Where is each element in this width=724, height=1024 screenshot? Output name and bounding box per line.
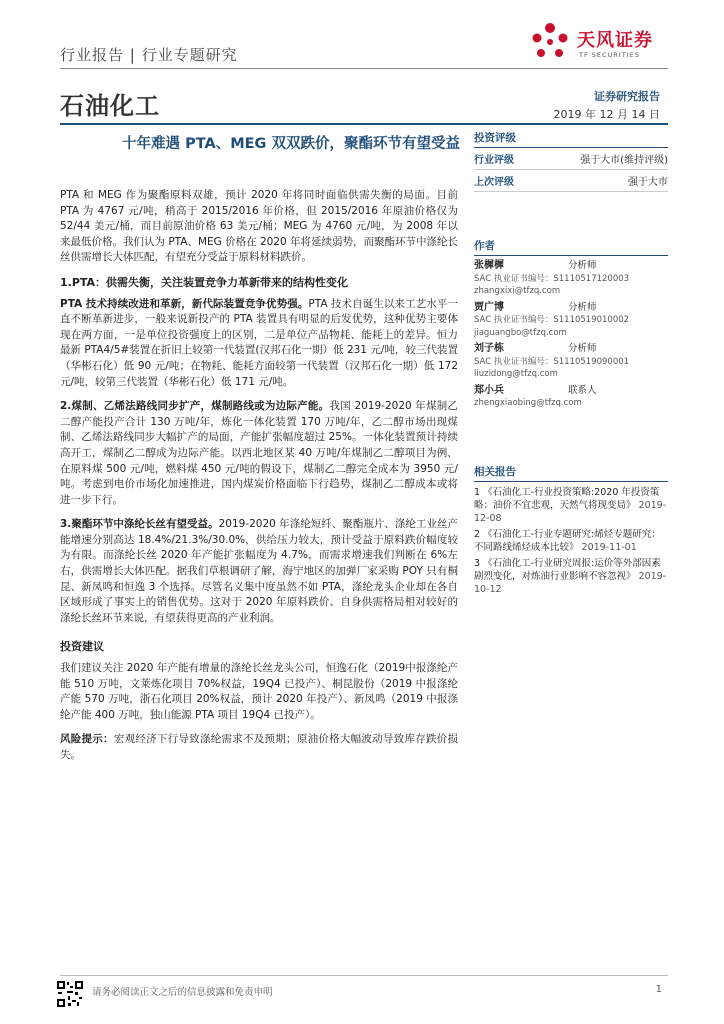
- header-divider: [60, 68, 668, 69]
- sidebar: [474, 124, 668, 599]
- footer-disclaimer: 请务必阅读正文之后的信息披露和免责申明: [92, 987, 273, 998]
- author-sac: SAC 执业证书编号：S1110517120003: [474, 273, 630, 284]
- rating-key: 行业评级: [474, 155, 514, 166]
- investment-paragraph: 我们建议关注 2020 年产能有增量的涤纶长丝龙头公司，恒逸石化（2019中报涤纶产能 510 万吨，文莱炼化项目 70%权益，19Q4 已投产）、桐昆股份（2019 中报涤纶产能 570 万吨，浙石化项目 20%权益，预计 2020 年投产）、新凤鸣（2019 中报涤纶产能 400 万吨，独山能源 PTA 项目 19Q4 已投产）。: [60, 662, 458, 721]
- rating-key: 上次评级: [474, 177, 514, 188]
- rating-row: [474, 148, 668, 170]
- logo-mark-icon: [527, 20, 573, 66]
- related-report[interactable]: [474, 486, 668, 525]
- related-report[interactable]: [474, 528, 668, 554]
- risk-body: 宏观经济下行导致涤纶需求不及预期；原油价格大幅波动导致库存跌价损失。: [60, 733, 459, 761]
- risk-paragraph: [60, 732, 458, 763]
- author-name: 郑小兵: [474, 384, 504, 396]
- author-name: 刘子栋: [474, 343, 504, 354]
- related-title: 相关报告: [474, 462, 668, 482]
- author-entry: [474, 302, 668, 340]
- related-report-date: 2019-10-12: [474, 570, 667, 595]
- polyester-paragraph: [60, 517, 458, 626]
- main-content: [60, 188, 458, 773]
- related-list: [474, 486, 668, 596]
- related-report-text: 2 《石油化工-行业专题研究:烯烃专题研究：不同路线烯烃成本比较》: [474, 528, 661, 553]
- related-report-date: 2019-12-08: [474, 499, 667, 524]
- rating-row: [474, 170, 668, 192]
- author-name: 贾广博: [474, 301, 504, 313]
- author-role: 分析师: [568, 260, 597, 271]
- report-date: 2019 年 12 月 14 日: [553, 108, 660, 121]
- section-heading-pta: 1.PTA：供需失衡，关注装置竞争力革新带来的结构性变化: [60, 275, 349, 289]
- authors-title: 作者: [474, 236, 668, 256]
- qr-code-icon: [56, 980, 84, 1008]
- logo-text: 天风证券: [577, 30, 653, 51]
- headline: 十年难遇 PTA、MEG 双双跌价，聚酯环节有望受益: [122, 136, 460, 152]
- section-heading-investment: 投资建议: [60, 640, 104, 654]
- meg-paragraph: [60, 399, 458, 508]
- author-role: 分析师: [568, 301, 597, 313]
- report-type: 证券研究报告: [594, 90, 660, 103]
- summary-paragraph: PTA 和 MEG 作为聚酯原料双雄，预计 2020 年将同时面临供需失衡的局面。目前 PTA 为 4767 元/吨，稍高于 2015/2016 年价格，但 2015/2016 年原油价格仅为 52/44 美元/桶，而目前原油价格 63 美元/桶；MEG 为 4760 元/吨，为 2008 年以来最低价格。我们认为 PTA、MEG 价格在 2020 年将延续弱势，而聚酯环节中涤纶长丝供需增长大体匹配，有望充分受益于原料材料跌价。: [60, 189, 459, 264]
- author-role: 联系人: [568, 384, 597, 396]
- related-report-date: 2019-11-01: [581, 541, 637, 553]
- pta-body: PTA 技术自诞生以来工艺水平一直不断革新进步，一般来说新投产的 PTA 装置具有明显的后发优势，这种优势主要体现在两方面，一是单位投资强度上的区别，二是单位产品物耗、能耗上的差异。恒力最新 PTA4/5#装置在折旧上较第一代装置(汉邦石化一期）低 231 元/吨，较三代装置（华彬石化）低 90 元/吨；在物耗、能耗方面较第一代装置（汉邦石化一期）低 172 元/吨，较第三代装置（华彬石化）低 171 元/吨。: [60, 297, 458, 388]
- polyester-body: 2019-2020 年涤纶短纤、聚酯瓶片、涤纶工业丝产能增速分别高达 18.4%/21.3%/30.0%，供给压力较大，预计受益于原料跌价幅度较为有限。而涤纶长丝 2020 年产能扩张幅度为 4.7%，而需求增速我们判断在 6%左右，供需增长大体匹配。据我们草根调研了解，海宁地区的加弹厂家采购 POY 只有桐昆、新凤鸣和恒逸 3 个选择。尽管名义集中度虽然不如 PTA，涤纶龙头企业却在各自区域形成了事实上的销售优势。这对于 2020 年原料跌价、自身供需格局相对较好的涤纶长丝环节来说，有望获得更高的产业利润。: [60, 518, 458, 624]
- related-report-text: 1 《石油化工-行业投资策略:2020 年投资策略：油价不宜悲观，天然气将现变局》: [474, 486, 660, 511]
- footer-divider: [60, 975, 668, 976]
- pta-paragraph: [60, 297, 458, 391]
- author-email[interactable]: zhangxixi@tfzq.com: [474, 286, 561, 296]
- author-email[interactable]: zhengxiaobing@tfzq.com: [474, 398, 582, 408]
- company-logo: [527, 20, 667, 70]
- author-entry: [474, 260, 668, 298]
- author-name: 张樨樨: [474, 260, 504, 271]
- related-report-text: 3 《石油化工-行业研究周报:运价等外部因素剧烈变化，对炼油行业影响不容忽视》: [474, 557, 661, 582]
- author-sac: SAC 执业证书编号：S1110519090001: [474, 356, 630, 367]
- rating-title: 投资评级: [474, 128, 668, 148]
- rating-value: 强于大市: [628, 177, 668, 188]
- related-report[interactable]: [474, 557, 668, 596]
- author-sac: SAC 执业证书编号：S1110519010002: [474, 315, 630, 325]
- author-email[interactable]: jiaguangbo@tfzq.com: [474, 327, 567, 338]
- pta-lead: PTA 技术持续改进和革新，新代际装置竞争优势强。: [60, 297, 309, 310]
- author-entry: [474, 385, 668, 410]
- meg-body: 我国 2019-2020 年煤制乙二醇产能投产合计 130 万吨/年，炼化一体化装置 170 万吨/年，乙二醇市场出现煤制、乙烯法路线同步大幅扩产的局面，产能扩张幅度超过 25%。一体化装置预计持续高开工，煤制乙二醇成为边际产能。以西北地区某 40 万吨/年煤制乙二醇项目为例，在原料煤 500 元/吨，燃料煤 450 元/吨的假设下，煤制乙二醇完全成本为 3950 元/吨。考虑到电价市场化加速推进，国内煤炭价格面临下行趋势，煤制乙二醇成本或将进一步下行。: [60, 400, 458, 506]
- rating-value: 强于大市(维持评级): [580, 155, 668, 166]
- page-number: 1: [655, 984, 662, 995]
- author-role: 分析师: [568, 343, 597, 354]
- risk-lead: 风险提示：: [60, 733, 114, 746]
- polyester-lead: 3.聚酯环节中涤纶长丝有望受益。: [60, 518, 219, 531]
- meg-lead: 2.煤制、乙烯法路线同步扩产，煤制路线或为边际产能。: [60, 400, 330, 413]
- author-entry: [474, 343, 668, 381]
- author-email[interactable]: liuzidong@tfzq.com: [474, 369, 558, 379]
- logo-text-en: TF SECURITIES: [579, 51, 640, 59]
- page-title: 石油化工: [60, 92, 160, 120]
- report-category: 行业报告 | 行业专题研究: [60, 46, 238, 64]
